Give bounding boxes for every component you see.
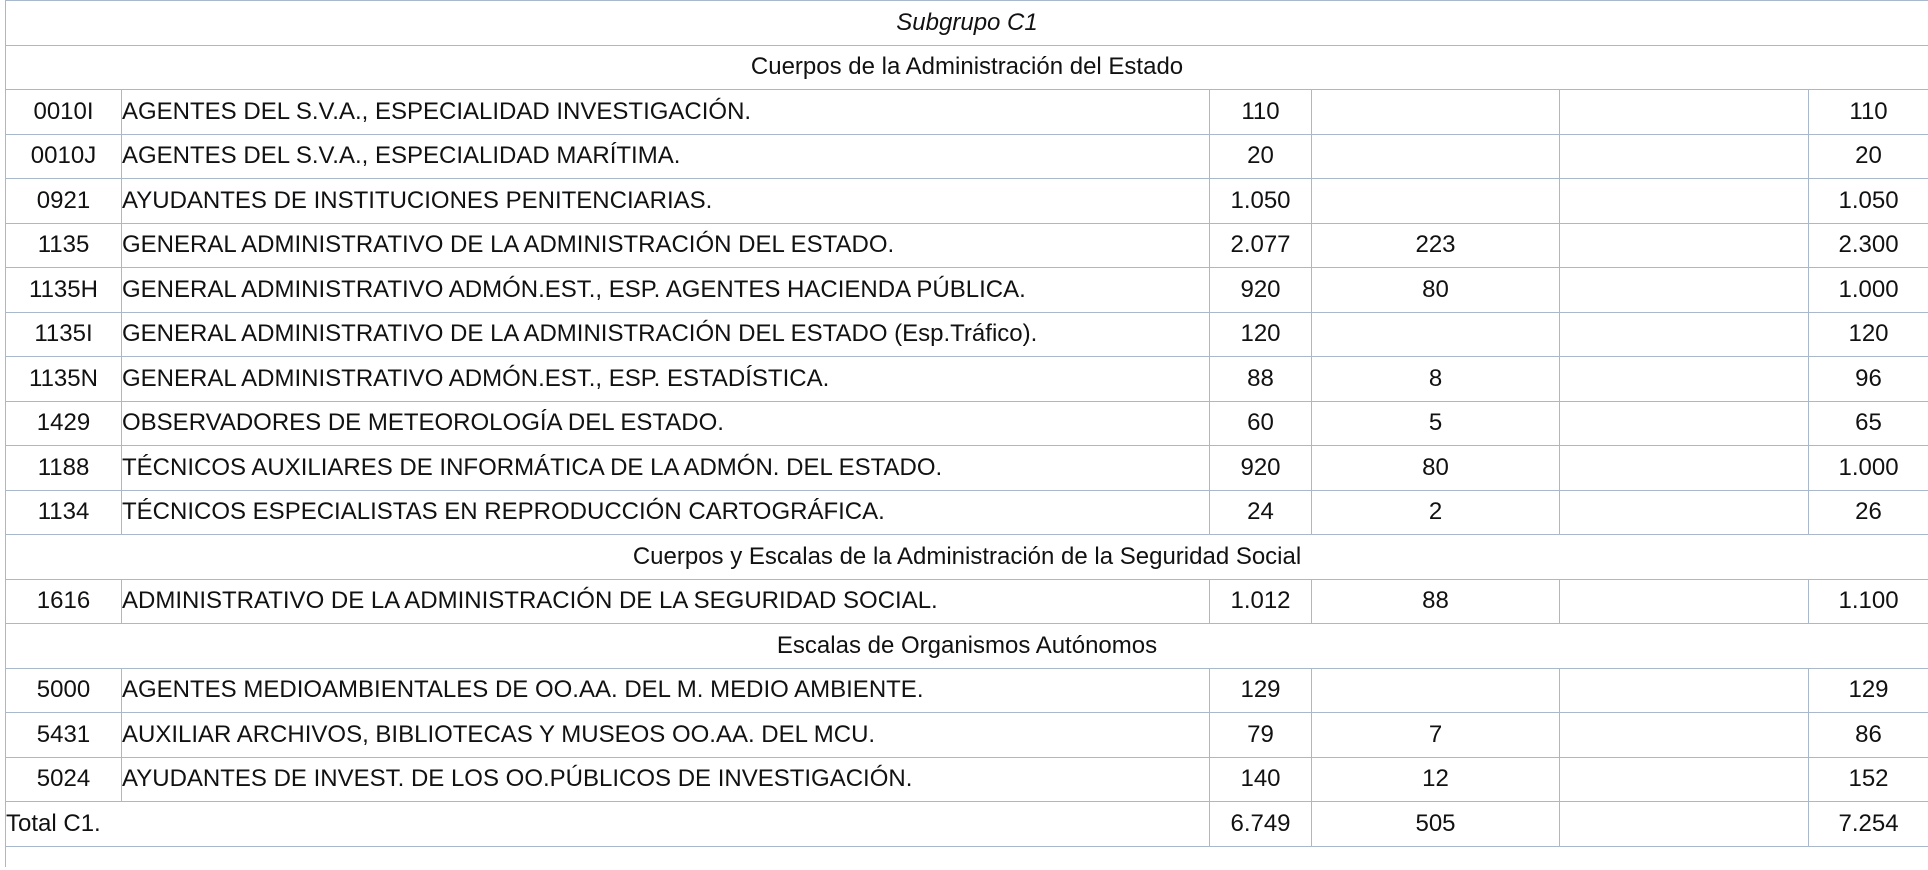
row-col3 — [1560, 357, 1809, 402]
row-col2 — [1312, 179, 1560, 224]
row-col3 — [1560, 579, 1809, 624]
row-total: 26 — [1809, 490, 1928, 535]
table-row — [6, 312, 1928, 357]
table-title: Subgrupo C1 — [6, 1, 1928, 46]
total-label: Total C1. — [6, 802, 1210, 847]
row-col1: 120 — [1210, 312, 1312, 357]
next-row-cell — [6, 846, 1928, 867]
row-code: 1135H — [6, 268, 122, 313]
row-name: GENERAL ADMINISTRATIVO ADMÓN.EST., ESP. ESTADÍSTICA. — [122, 357, 1210, 402]
row-col3 — [1560, 490, 1809, 535]
row-name: AGENTES DEL S.V.A., ESPECIALIDAD MARÍTIMA. — [122, 134, 1210, 179]
table-row — [6, 268, 1928, 313]
table-row — [6, 179, 1928, 224]
total-row — [6, 802, 1928, 847]
row-total: 86 — [1809, 713, 1928, 758]
row-col2: 88 — [1312, 579, 1560, 624]
table-row — [6, 490, 1928, 535]
total-col3 — [1560, 802, 1809, 847]
section-heading: Cuerpos de la Administración del Estado — [6, 45, 1928, 90]
table-row — [6, 713, 1928, 758]
total-col1: 6.749 — [1210, 802, 1312, 847]
table-row — [6, 579, 1928, 624]
row-col1: 129 — [1210, 668, 1312, 713]
row-col2: 80 — [1312, 446, 1560, 491]
row-code: 5000 — [6, 668, 122, 713]
total-total: 7.254 — [1809, 802, 1928, 847]
row-total: 1.050 — [1809, 179, 1928, 224]
row-col1: 1.050 — [1210, 179, 1312, 224]
section-heading-row — [6, 535, 1928, 580]
row-name: AGENTES MEDIOAMBIENTALES DE OO.AA. DEL M. MEDIO AMBIENTE. — [122, 668, 1210, 713]
row-col2: 223 — [1312, 223, 1560, 268]
row-col3 — [1560, 713, 1809, 758]
row-name: AYUDANTES DE INSTITUCIONES PENITENCIARIAS. — [122, 179, 1210, 224]
row-total: 1.100 — [1809, 579, 1928, 624]
section-heading-row — [6, 45, 1928, 90]
row-col2 — [1312, 668, 1560, 713]
row-code: 0010J — [6, 134, 122, 179]
row-col1: 1.012 — [1210, 579, 1312, 624]
row-col2: 80 — [1312, 268, 1560, 313]
row-code: 1135 — [6, 223, 122, 268]
row-code: 1135N — [6, 357, 122, 402]
row-total: 96 — [1809, 357, 1928, 402]
title-row — [6, 1, 1928, 46]
row-col2 — [1312, 312, 1560, 357]
row-name: TÉCNICOS AUXILIARES DE INFORMÁTICA DE LA ADMÓN. DEL ESTADO. — [122, 446, 1210, 491]
row-col2: 2 — [1312, 490, 1560, 535]
section-heading: Escalas de Organismos Autónomos — [6, 624, 1928, 669]
row-col1: 920 — [1210, 446, 1312, 491]
row-col3 — [1560, 757, 1809, 802]
next-row-partial — [6, 846, 1928, 867]
row-name: AYUDANTES DE INVEST. DE LOS OO.PÚBLICOS DE INVESTIGACIÓN. — [122, 757, 1210, 802]
row-col1: 110 — [1210, 90, 1312, 135]
row-name: ADMINISTRATIVO DE LA ADMINISTRACIÓN DE LA SEGURIDAD SOCIAL. — [122, 579, 1210, 624]
table-body — [6, 1, 1928, 867]
row-col3 — [1560, 90, 1809, 135]
row-name: GENERAL ADMINISTRATIVO ADMÓN.EST., ESP. AGENTES HACIENDA PÚBLICA. — [122, 268, 1210, 313]
row-code: 1134 — [6, 490, 122, 535]
row-name: AGENTES DEL S.V.A., ESPECIALIDAD INVESTIGACIÓN. — [122, 90, 1210, 135]
row-col1: 88 — [1210, 357, 1312, 402]
row-col2: 7 — [1312, 713, 1560, 758]
row-col1: 2.077 — [1210, 223, 1312, 268]
row-code: 1188 — [6, 446, 122, 491]
row-code: 1429 — [6, 401, 122, 446]
row-col1: 20 — [1210, 134, 1312, 179]
row-col1: 79 — [1210, 713, 1312, 758]
section-heading-row — [6, 624, 1928, 669]
table-row — [6, 446, 1928, 491]
row-name: AUXILIAR ARCHIVOS, BIBLIOTECAS Y MUSEOS OO.AA. DEL MCU. — [122, 713, 1210, 758]
row-total: 1.000 — [1809, 268, 1928, 313]
table-row — [6, 668, 1928, 713]
table-row — [6, 134, 1928, 179]
row-col2 — [1312, 90, 1560, 135]
row-col2: 8 — [1312, 357, 1560, 402]
table-row — [6, 401, 1928, 446]
row-col3 — [1560, 401, 1809, 446]
row-col3 — [1560, 446, 1809, 491]
row-col3 — [1560, 312, 1809, 357]
row-name: OBSERVADORES DE METEOROLOGÍA DEL ESTADO. — [122, 401, 1210, 446]
total-col2: 505 — [1312, 802, 1560, 847]
table-row — [6, 90, 1928, 135]
table-row — [6, 223, 1928, 268]
row-col2 — [1312, 134, 1560, 179]
row-name: GENERAL ADMINISTRATIVO DE LA ADMINISTRACIÓN DEL ESTADO. — [122, 223, 1210, 268]
row-name: TÉCNICOS ESPECIALISTAS EN REPRODUCCIÓN CARTOGRÁFICA. — [122, 490, 1210, 535]
row-code: 5431 — [6, 713, 122, 758]
row-code: 1616 — [6, 579, 122, 624]
table-row — [6, 357, 1928, 402]
row-col1: 140 — [1210, 757, 1312, 802]
section-heading: Cuerpos y Escalas de la Administración de la Seguridad Social — [6, 535, 1928, 580]
row-total: 120 — [1809, 312, 1928, 357]
row-code: 0010I — [6, 90, 122, 135]
row-name: GENERAL ADMINISTRATIVO DE LA ADMINISTRACIÓN DEL ESTADO (Esp.Tráfico). — [122, 312, 1210, 357]
row-total: 65 — [1809, 401, 1928, 446]
row-col3 — [1560, 668, 1809, 713]
row-col1: 920 — [1210, 268, 1312, 313]
row-total: 2.300 — [1809, 223, 1928, 268]
row-total: 20 — [1809, 134, 1928, 179]
row-total: 129 — [1809, 668, 1928, 713]
row-code: 5024 — [6, 757, 122, 802]
table-row — [6, 757, 1928, 802]
row-col1: 60 — [1210, 401, 1312, 446]
row-col3 — [1560, 134, 1809, 179]
row-col1: 24 — [1210, 490, 1312, 535]
row-col2: 5 — [1312, 401, 1560, 446]
row-code: 0921 — [6, 179, 122, 224]
row-total: 1.000 — [1809, 446, 1928, 491]
row-total: 110 — [1809, 90, 1928, 135]
row-code: 1135I — [6, 312, 122, 357]
plazas-table — [5, 0, 1928, 867]
row-total: 152 — [1809, 757, 1928, 802]
row-col3 — [1560, 179, 1809, 224]
row-col2: 12 — [1312, 757, 1560, 802]
row-col3 — [1560, 223, 1809, 268]
row-col3 — [1560, 268, 1809, 313]
